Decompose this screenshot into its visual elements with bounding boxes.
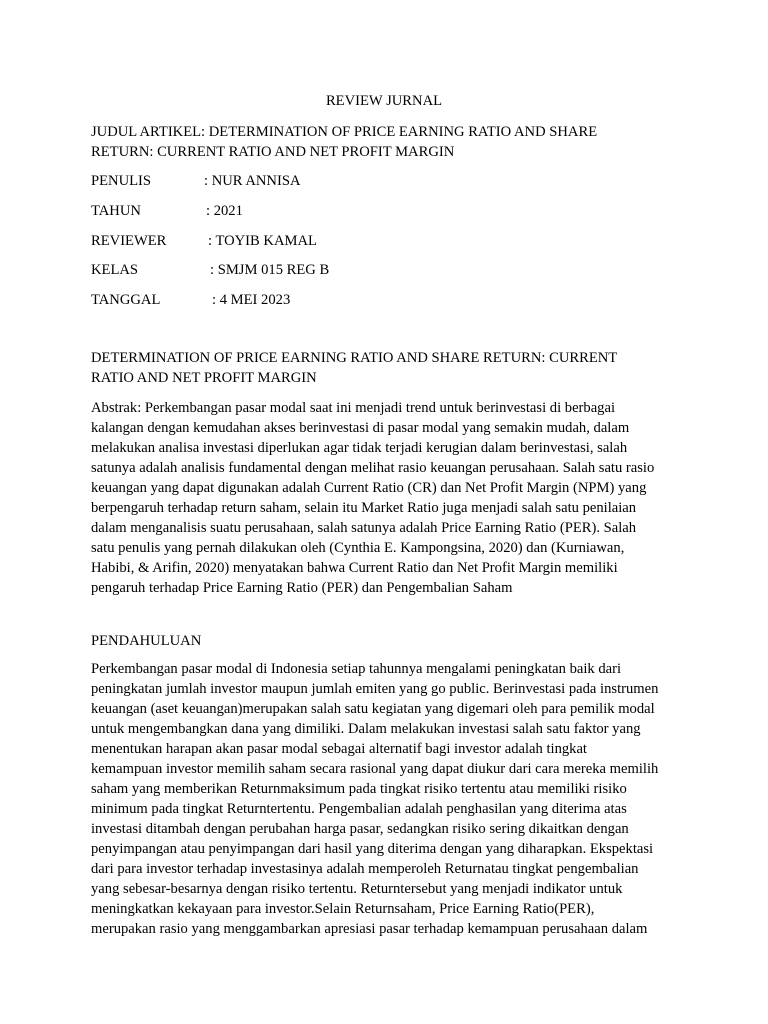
abstract-line: satunya adalah analisis fundamental dengan melihat rasio keuangan perusahaan. Salah satu rasio: [91, 460, 655, 476]
intro-line: Perkembangan pasar modal di Indonesia setiap tahunnya mengalami peningkatan baik dari: [91, 661, 622, 677]
meta-label: REVIEWER: [91, 233, 167, 249]
meta-label: TAHUN: [91, 203, 141, 219]
meta-label: TANGGAL: [91, 292, 161, 308]
document-title: REVIEW JURNAL: [325, 93, 443, 109]
abstract-line: dalam menganalisis suatu perusahaan, salah satunya adalah Price Earning Ratio (PER). Salah: [91, 520, 637, 536]
intro-line: keuangan (aset keuangan)merupakan salah satu kegiatan yang digemari oleh para pemilik modal: [91, 701, 655, 717]
abstract-line: Habibi, & Arifin, 2020) menyatakan bahwa Current Ratio dan Net Profit Margin memiliki: [91, 560, 618, 576]
abstract-line: kalangan dengan kemudahan akses berinvestasi di pasar modal yang semakin mudah, dalam: [91, 420, 630, 436]
abstract-line: keuangan yang dapat digunakan adalah Current Ratio (CR) dan Net Profit Margin (NPM) yang: [91, 480, 647, 496]
intro-line: penyimpangan atau penyimpangan dari hasil yang diterima dengan yang diharapkan. Ekspektasi: [91, 841, 654, 857]
abstract-line: Abstrak: Perkembangan pasar modal saat ini menjadi trend untuk berinvestasi di berbagai: [91, 400, 616, 416]
abstract-line: berpengaruh terhadap return saham, selain itu Market Ratio juga menjadi salah satu penilaian: [91, 500, 637, 516]
intro-line: investasi ditambah dengan perubahan harga pasar, sedangkan risiko sering dikaitkan dengan: [91, 821, 629, 837]
meta-row-tahun: [91, 202, 691, 220]
intro-line: untuk mengembangkan dana yang dimiliki. Dalam melakukan investasi salah satu faktor yang: [91, 721, 641, 737]
meta-label: PENULIS: [91, 173, 151, 189]
abstract-line: melakukan analisa investasi diperlukan agar tidak terjadi kerugian dalam berinvestasi, salah: [91, 440, 628, 456]
abstract-line: pengaruh terhadap Price Earning Ratio (PER) dan Pengembalian Saham: [91, 580, 513, 596]
intro-line: peningkatan jumlah investor maupun jumlah emiten yang go public. Berinvestasi pada instrumen: [91, 681, 659, 697]
meta-value: : TOYIB KAMAL: [208, 233, 317, 249]
meta-row-tanggal: [91, 291, 691, 309]
meta-row-reviewer: [91, 232, 691, 250]
meta-value: : NUR ANNISA: [204, 173, 301, 189]
meta-label: KELAS: [91, 262, 139, 278]
section-title-line: RATIO AND NET PROFIT MARGIN: [91, 370, 317, 386]
abstract-line: satu penulis yang pernah dilakukan oleh (Cynthia E. Kampongsina, 2020) dan (Kurniawan,: [91, 540, 625, 556]
abstract-paragraph: [91, 398, 691, 598]
section-title-line: DETERMINATION OF PRICE EARNING RATIO AND SHARE RETURN: CURRENT: [91, 350, 618, 366]
intro-paragraph: [91, 659, 691, 939]
meta-value: : SMJM 015 REG B: [210, 262, 330, 278]
intro-line: merupakan rasio yang menggambarkan apresiasi pasar terhadap kemampuan perusahaan dalam: [91, 921, 648, 937]
section-title: [91, 348, 691, 388]
intro-line: dari para investor terhadap investasinya adalah memperoleh Returnatau tingkat pengembalian: [91, 861, 639, 877]
intro-heading: PENDAHULUAN: [91, 633, 202, 649]
intro-line: minimum pada tingkat Returntertentu. Pengembalian adalah penghasilan yang diterima atas: [91, 801, 627, 817]
intro-line: meningkatkan kekayaan para investor.Selain Returnsaham, Price Earning Ratio(PER),: [91, 901, 595, 917]
meta-value: : 2021: [206, 203, 243, 219]
meta-row-kelas: [91, 261, 691, 279]
intro-line: yang sebesar-besarnya dengan risiko tertentu. Returntersebut yang menjadi indikator untuk: [91, 881, 623, 897]
intro-line: kemampuan investor memilih saham secara rasional yang dapat diukur dari cara mereka memilih: [91, 761, 659, 777]
meta-row-penulis: [91, 172, 691, 190]
intro-line: menentukan harapan akan pasar modal sebagai alternatif bagi investor adalah tingkat: [91, 741, 587, 757]
article-title: [91, 122, 691, 162]
intro-line: saham yang memberikan Returnmaksimum pada tingkat risiko tertentu atau memiliki risiko: [91, 781, 627, 797]
article-title-line: RETURN: CURRENT RATIO AND NET PROFIT MARGIN: [91, 144, 455, 160]
meta-value: : 4 MEI 2023: [212, 292, 291, 308]
article-title-line: JUDUL ARTIKEL: DETERMINATION OF PRICE EARNING RATIO AND SHARE: [91, 124, 598, 140]
